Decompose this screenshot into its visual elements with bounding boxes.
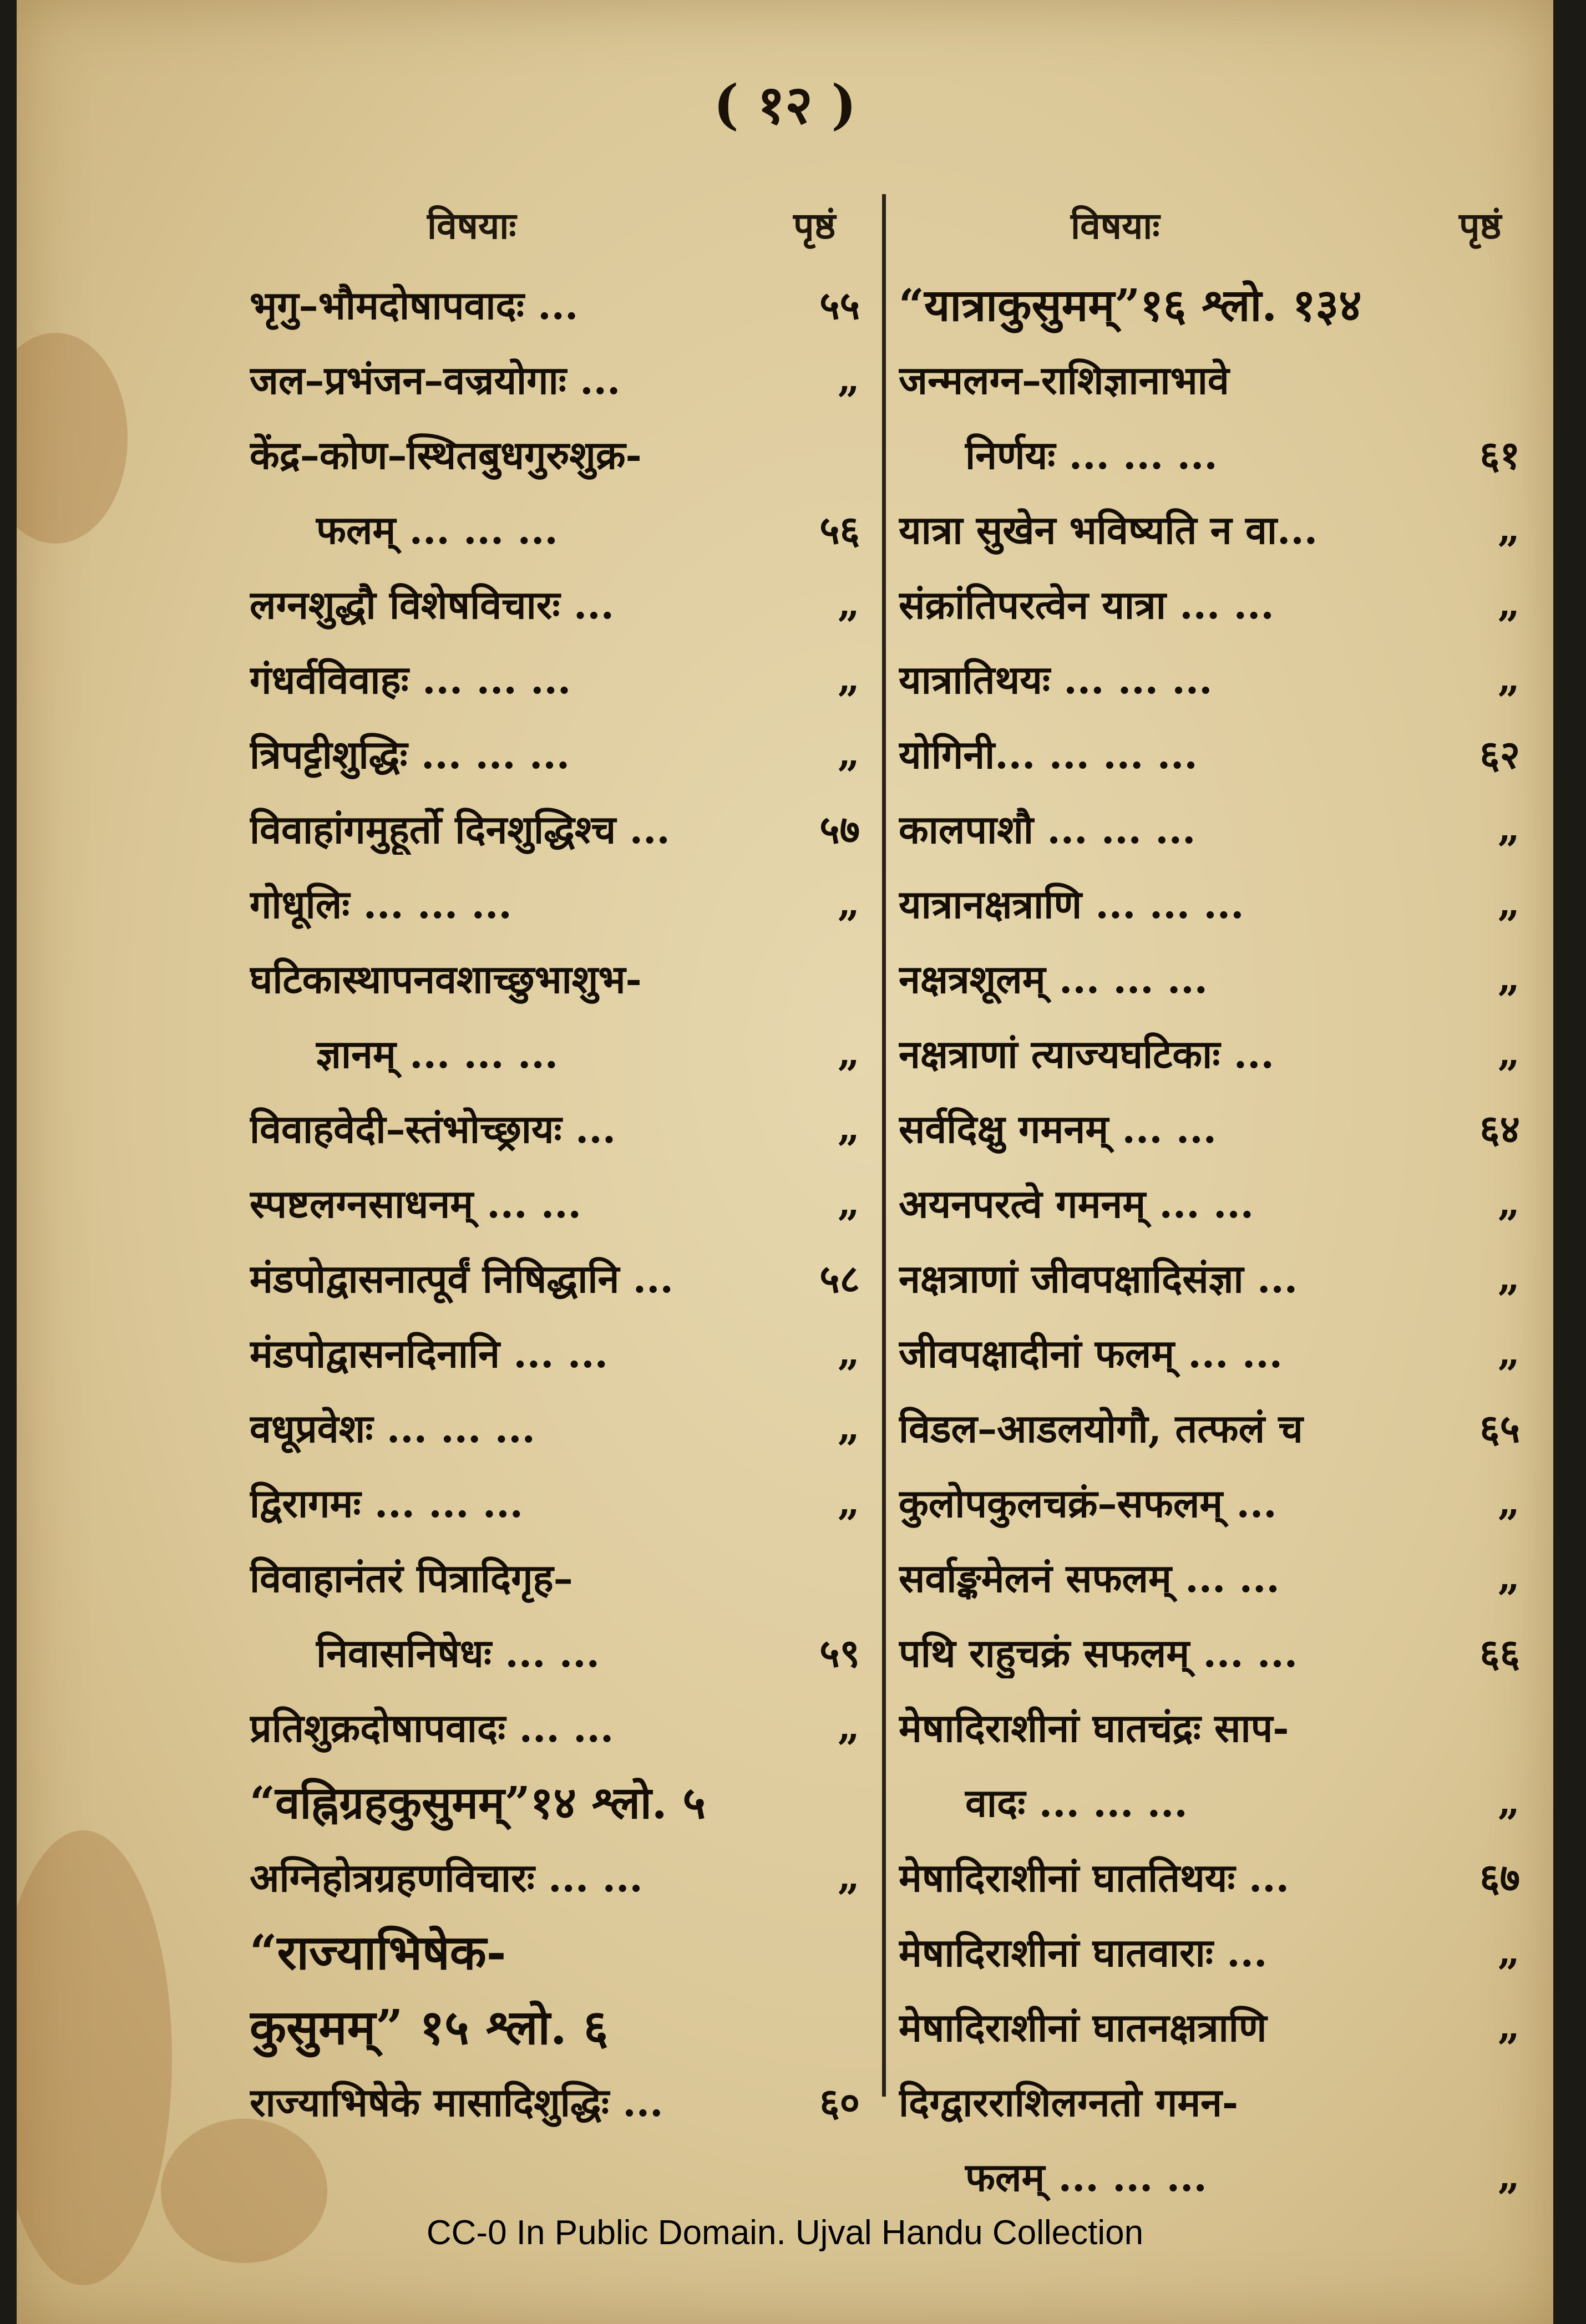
toc-entry-title: अग्निहोत्रग्रहणविचारः ... ... (250, 1854, 643, 1901)
toc-entry (250, 1240, 860, 1315)
toc-entry-title: सर्वदिक्षु गमनम् ... ... (899, 1105, 1217, 1152)
toc-entry-page: „ (1497, 805, 1520, 851)
toc-entry-page: ५७ (819, 806, 860, 853)
toc-entry-title: केंद्र–कोण–स्थितबुधगुरुशुक्र- (250, 432, 642, 478)
toc-entry-title: त्रिपट्टीशुद्धिः ... ... ... (250, 731, 570, 778)
toc-entry-page: „ (837, 1179, 860, 1225)
toc-entry-title: नक्षत्रशूलम् ... ... ... (899, 956, 1208, 1002)
toc-entry-page: „ (837, 1404, 860, 1450)
toc-entry-title: स्पष्टलग्नसाधनम् ... ... (250, 1180, 582, 1227)
toc-entry (250, 790, 860, 865)
toc-entry-page: „ (837, 730, 860, 776)
toc-entry-page: „ (837, 1479, 860, 1525)
toc-entry (899, 416, 1520, 491)
toc-entry (899, 1090, 1520, 1165)
stain-mark (17, 333, 128, 544)
footer-credit: CC-0 In Public Domain. Ujval Handu Collection (426, 2214, 1144, 2252)
toc-entry (250, 641, 860, 716)
toc-entry (250, 341, 860, 416)
toc-entry-title: नक्षत्राणां जीवपक्षादिसंज्ञा ... (899, 1255, 1298, 1302)
toc-entry (250, 1914, 860, 1988)
toc-entry-title: गंधर्वविवाहः ... ... ... (250, 656, 571, 703)
toc-entry-page: „ (1497, 1928, 1520, 1974)
toc-entry (899, 641, 1520, 716)
toc-entry (899, 2063, 1520, 2138)
toc-entry (250, 566, 860, 641)
toc-entry-title: “वह्निग्रहकुसुमम्”१४ श्लो. ५ (250, 1777, 706, 1829)
toc-entry-title: भृगु–भौमदोषापवादः ... (250, 282, 579, 328)
toc-entry-title: मंडपोद्वासनदिनानि ... ... (250, 1330, 608, 1377)
toc-entry (250, 266, 860, 341)
toc-entry (899, 1764, 1520, 1839)
toc-entry-title: जल–प्रभंजन–वज्रयोगाः ... (250, 357, 621, 403)
page-number: ( १२ ) (713, 73, 857, 136)
toc-entry (899, 566, 1520, 641)
toc-entry (899, 716, 1520, 790)
right-subject-header: विषयाः (1071, 204, 1160, 247)
toc-entry-page: ५५ (819, 282, 860, 328)
toc-entry (250, 1614, 860, 1689)
toc-entry-title: मेषादिराशीनां घाततिथयः ... (899, 1854, 1289, 1901)
toc-entry-page: „ (1497, 580, 1520, 626)
toc-entry (899, 1165, 1520, 1240)
toc-entry (250, 1015, 860, 1090)
toc-entry (250, 940, 860, 1015)
toc-entry (899, 1389, 1520, 1464)
toc-entry-page: „ (837, 356, 860, 402)
toc-entry-title: प्रतिशुक्रदोषापवादः ... ... (250, 1704, 614, 1751)
toc-entry-title: यात्रानक्षत्राणि ... ... ... (899, 881, 1244, 927)
toc-entry (250, 716, 860, 790)
toc-entry (250, 1090, 860, 1165)
toc-entry-title: विवाहवेदी–स्तंभोच्छ्रायः ... (250, 1105, 616, 1152)
toc-entry-title: कालपाशौ ... ... ... (899, 806, 1196, 853)
toc-entry-title: यात्रा सुखेन भविष्यति न वा... (899, 506, 1318, 553)
toc-entry (250, 1315, 860, 1389)
toc-entry-page: „ (1497, 1329, 1520, 1375)
toc-entry-title: जीवपक्षादीनां फलम् ... ... (899, 1330, 1283, 1377)
toc-entry-title: राज्याभिषेके मासादिशुद्धिः ... (250, 2079, 663, 2125)
toc-entry-page: ६१ (1479, 432, 1520, 478)
toc-entry-page: ६७ (1479, 1854, 1520, 1901)
book-page (17, 0, 1553, 2324)
toc-entry-page: „ (1497, 2003, 1520, 2049)
toc-entry (899, 1689, 1520, 1764)
toc-entry-page: „ (837, 580, 860, 626)
toc-entry (899, 940, 1520, 1015)
toc-entry (899, 1539, 1520, 1614)
toc-entry-title: “राज्याभिषेक- (250, 1925, 506, 1981)
toc-entry (899, 491, 1520, 566)
toc-entry-page: ६६ (1479, 1630, 1520, 1676)
toc-entry (899, 1015, 1520, 1090)
toc-entry-title: सर्वाङ्कमेलनं सफलम् ... ... (899, 1555, 1280, 1601)
toc-entry-title: विडल–आडलयोगौ, तत्फलं च (899, 1405, 1303, 1452)
toc-entry (250, 865, 860, 940)
toc-entry-title: फलम् ... ... ... (965, 2154, 1207, 2200)
toc-entry (250, 1464, 860, 1539)
toc-entry-title: दिग्द्वारराशिलग्नतो गमन- (899, 2079, 1239, 2125)
toc-entry-title: द्विरागमः ... ... ... (250, 1480, 523, 1526)
toc-entry-page: ५९ (819, 1630, 860, 1676)
toc-entry-title: लग्नशुद्धौ विशेषविचारः ... (250, 581, 615, 628)
toc-entry (250, 1839, 860, 1914)
toc-entry-title: कुलोपकुलचक्रं–सफलम् ... (899, 1480, 1277, 1526)
toc-entry-page: „ (837, 1329, 860, 1375)
toc-entry-page: „ (1497, 1254, 1520, 1300)
toc-entry-title: अयनपरत्वे गमनम् ... ... (899, 1180, 1254, 1227)
toc-entry-page: „ (837, 1853, 860, 1899)
toc-entry-page: ६५ (1479, 1405, 1520, 1452)
toc-entry-page: ६२ (1479, 731, 1520, 778)
toc-entry-title: घटिकास्थापनवशाच्छुभाशुभ- (250, 956, 642, 1002)
toc-entry-page: ६४ (1479, 1105, 1520, 1152)
toc-entry-page: „ (837, 1029, 860, 1075)
toc-entry-page: „ (1497, 505, 1520, 551)
toc-entry-title: निर्णयः ... ... ... (965, 432, 1218, 478)
toc-entry-title: संक्रांतिपरत्वेन यात्रा ... ... (899, 581, 1274, 628)
toc-entry (899, 1315, 1520, 1389)
toc-entry-title: निवासनिषेधः ... ... (316, 1630, 600, 1676)
right-page-header: पृष्ठं (1459, 204, 1502, 247)
toc-entry-page: „ (1497, 1029, 1520, 1075)
toc-entry-page: „ (1497, 955, 1520, 1001)
toc-entry (899, 2138, 1520, 2213)
toc-entry (899, 341, 1520, 416)
column-divider (882, 194, 886, 2097)
toc-entry-page: ६० (819, 2079, 860, 2125)
toc-entry-page: ५६ (819, 506, 860, 553)
toc-entry-title: जन्मलग्न–राशिज्ञानाभावे (899, 357, 1229, 403)
toc-entry-title: नक्षत्राणां त्याज्यघटिकाः ... (899, 1031, 1274, 1077)
toc-entry-page: ५८ (819, 1255, 860, 1302)
toc-entry-page: „ (837, 880, 860, 926)
toc-entry (899, 1914, 1520, 1988)
toc-entry-page: „ (837, 1104, 860, 1150)
toc-entry-page: „ (1497, 2153, 1520, 2199)
toc-entry-page: „ (1497, 1179, 1520, 1225)
left-column (250, 266, 860, 2138)
toc-entry (899, 266, 1520, 341)
toc-entry-title: कुसुमम्” १५ श्लो. ६ (250, 2000, 609, 2056)
toc-entry (250, 1988, 860, 2063)
toc-entry-title: वधूप्रवेशः ... ... ... (250, 1405, 535, 1452)
toc-entry (250, 491, 860, 566)
toc-entry-title: मेषादिराशीनां घातनक्षत्राणि (899, 2004, 1267, 2051)
toc-entry-page: „ (837, 1703, 860, 1749)
toc-entry (899, 1614, 1520, 1689)
toc-entry-title: वादः ... ... ... (965, 1779, 1188, 1826)
left-subject-header: विषयाः (427, 204, 516, 247)
toc-entry-page: „ (1497, 655, 1520, 701)
toc-entry (899, 1839, 1520, 1914)
toc-entry-page: „ (1497, 1554, 1520, 1600)
toc-entry (250, 1539, 860, 1614)
toc-entry-title: ज्ञानम् ... ... ... (316, 1031, 559, 1077)
toc-entry-title: यात्रातिथयः ... ... ... (899, 656, 1213, 703)
toc-entry (899, 790, 1520, 865)
toc-entry-title: मेषादिराशीनां घातवाराः ... (899, 1929, 1268, 1976)
toc-entry (899, 1464, 1520, 1539)
toc-entry-title: फलम् ... ... ... (316, 506, 558, 553)
toc-entry-title: “यात्राकुसुमम्”१६ श्लो. १३४ (899, 279, 1362, 331)
toc-entry-page: „ (1497, 880, 1520, 926)
toc-entry-title: पथि राहुचक्रं सफलम् ... ... (899, 1630, 1298, 1676)
toc-entry (250, 1764, 860, 1839)
toc-entry-title: योगिनी... ... ... ... (899, 731, 1198, 778)
toc-entry-title: विवाहांगमुहूर्तो दिनशुद्धिश्च ... (250, 806, 670, 853)
toc-entry-page: „ (837, 655, 860, 701)
toc-entry (250, 1689, 860, 1764)
toc-entry-page: „ (1497, 1479, 1520, 1525)
toc-entry (250, 1165, 860, 1240)
toc-entry-title: गोधूलिः ... ... ... (250, 881, 512, 927)
toc-entry-title: मंडपोद्वासनात्पूर्वं निषिद्धानि ... (250, 1255, 673, 1302)
toc-entry-title: मेषादिराशीनां घातचंद्रः साप- (899, 1704, 1289, 1751)
toc-entry (250, 2063, 860, 2138)
right-column (899, 266, 1520, 2213)
toc-entry (250, 1389, 860, 1464)
toc-entry-title: विवाहानंतरं पित्रादिगृह– (250, 1555, 573, 1601)
toc-entry-page: „ (1497, 1778, 1520, 1824)
toc-entry (899, 1240, 1520, 1315)
toc-entry (899, 1988, 1520, 2063)
toc-entry (899, 865, 1520, 940)
left-page-header: पृष्ठं (793, 204, 836, 247)
toc-entry (250, 416, 860, 491)
